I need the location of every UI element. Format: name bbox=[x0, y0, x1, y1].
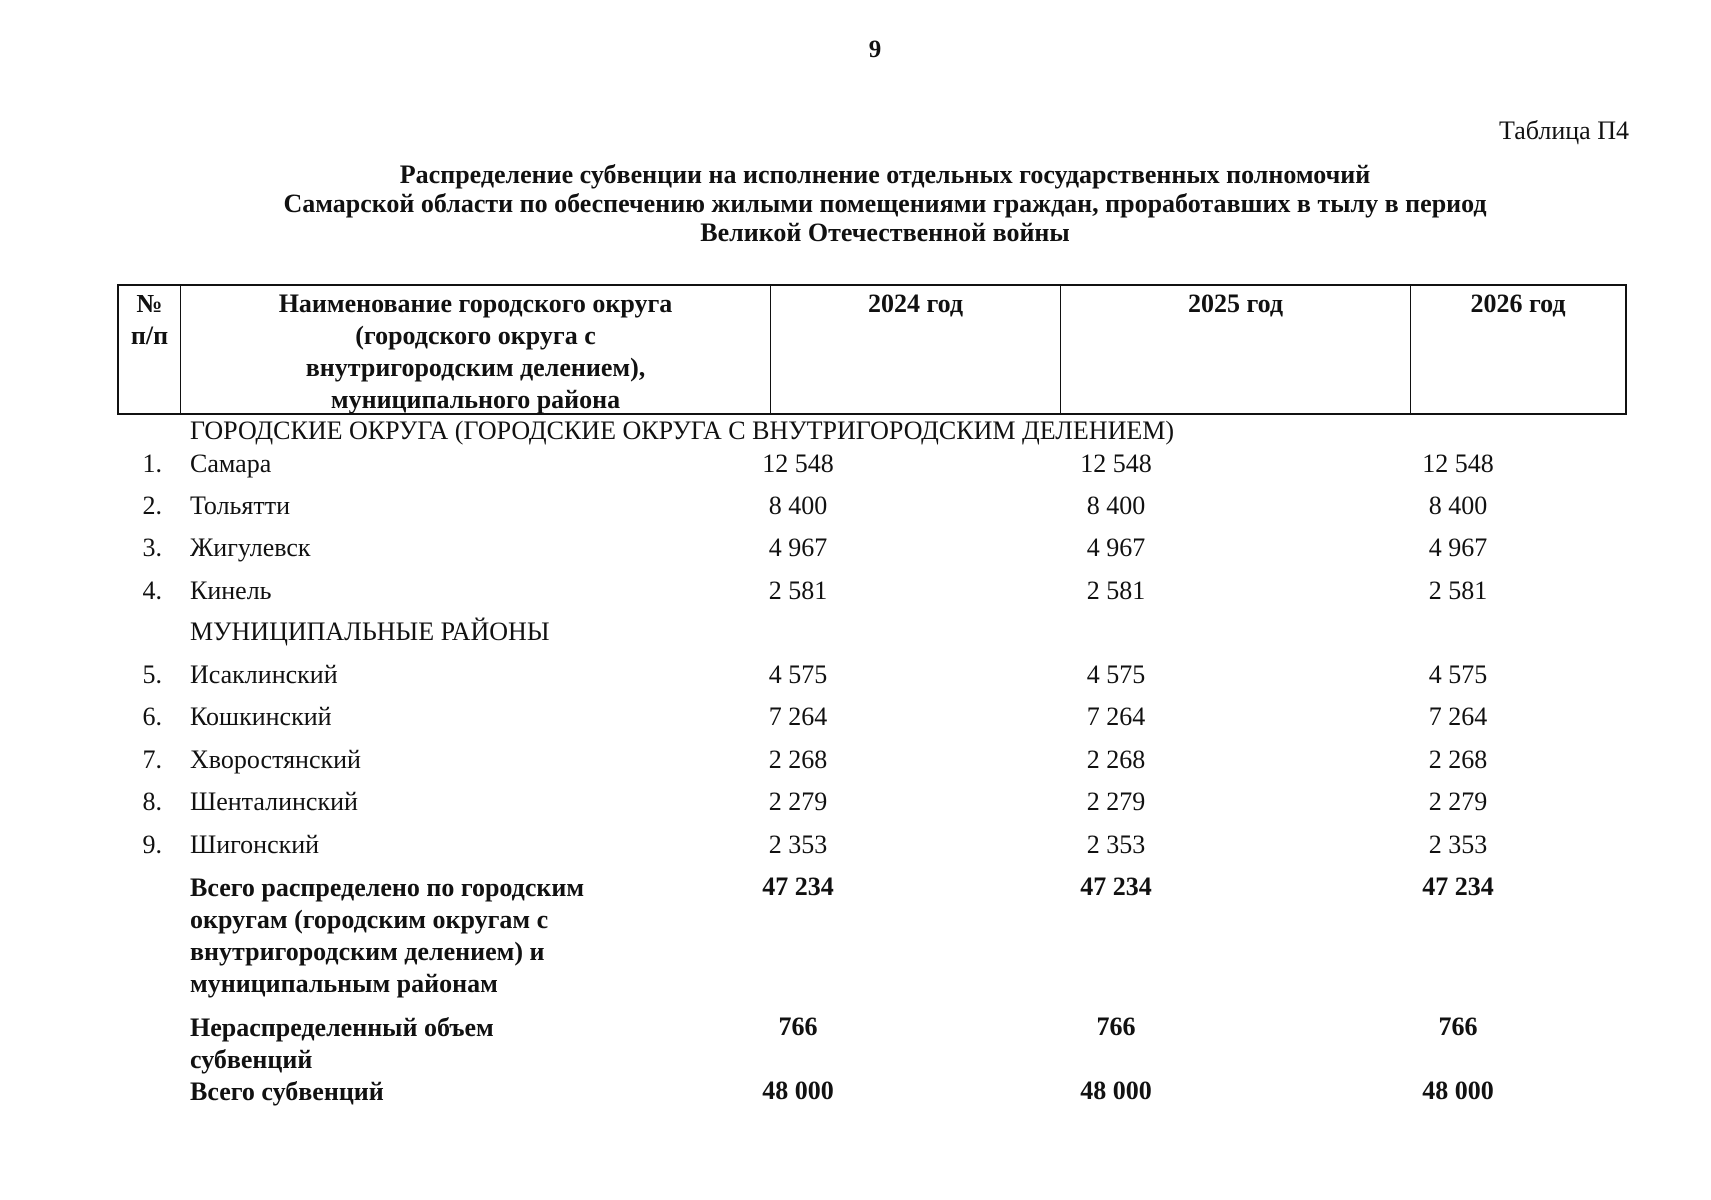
table-row bbox=[0, 745, 1711, 785]
page-number: 9 bbox=[868, 36, 882, 63]
row-number: 5. bbox=[142, 660, 162, 689]
row-value-2026: 2 581 bbox=[1428, 576, 1488, 605]
row-value-2025: 2 268 bbox=[1086, 745, 1146, 774]
row-value-2024: 2 353 bbox=[768, 830, 828, 859]
row-value-2025: 12 548 bbox=[1080, 449, 1152, 478]
row-value-2024: 2 268 bbox=[768, 745, 828, 774]
table-row bbox=[0, 702, 1711, 742]
total-label-line: Всего субвенций bbox=[190, 1077, 384, 1106]
row-value-2025: 2 581 bbox=[1086, 576, 1146, 605]
total-label-line: округам (городским округам с bbox=[190, 905, 549, 934]
header-name-line: муниципального района bbox=[330, 385, 621, 414]
row-name: Шигонский bbox=[190, 830, 320, 859]
row-value-2025: 2 353 bbox=[1086, 830, 1146, 859]
total-value-2025: 47 234 bbox=[1080, 872, 1152, 901]
row-value-2024: 8 400 bbox=[768, 491, 828, 520]
header-cell-2025 bbox=[1061, 286, 1411, 413]
row-value-2024: 7 264 bbox=[768, 702, 828, 731]
total-label-line: внутригородским делением) и bbox=[190, 937, 545, 966]
header-cell-2026 bbox=[1411, 286, 1625, 413]
total-value-2026: 766 bbox=[1438, 1012, 1478, 1041]
title-line: Распределение субвенции на исполнение отдельных государственных полномочий bbox=[399, 160, 1371, 189]
row-value-2026: 2 353 bbox=[1428, 830, 1488, 859]
row-name: Самара bbox=[190, 449, 272, 478]
row-value-2025: 4 575 bbox=[1086, 660, 1146, 689]
row-value-2024: 4 575 bbox=[768, 660, 828, 689]
row-number: 1. bbox=[142, 449, 162, 478]
row-value-2026: 4 967 bbox=[1428, 533, 1488, 562]
table-label: Таблица П4 bbox=[1499, 116, 1629, 145]
header-name-line: внутригородским делением), bbox=[305, 353, 646, 382]
table-row bbox=[0, 830, 1711, 870]
header-year: 2026 год bbox=[1470, 289, 1566, 318]
row-name: Хворостянский bbox=[190, 745, 361, 774]
row-name: Исаклинский bbox=[190, 660, 338, 689]
row-value-2026: 8 400 bbox=[1428, 491, 1488, 520]
table-row bbox=[0, 787, 1711, 827]
header-cell-name bbox=[181, 286, 771, 413]
row-value-2025: 4 967 bbox=[1086, 533, 1146, 562]
total-label bbox=[190, 1012, 660, 1076]
header-name-line: Наименование городского округа bbox=[278, 289, 673, 318]
section-heading-districts: МУНИЦИПАЛЬНЫЕ РАЙОНЫ bbox=[190, 617, 550, 646]
total-value-2026: 48 000 bbox=[1422, 1076, 1494, 1105]
total-value-2025: 48 000 bbox=[1080, 1076, 1152, 1105]
header-cell-number bbox=[119, 286, 181, 413]
header-name-line: (городского округа с bbox=[355, 321, 596, 350]
row-name: Кошкинский bbox=[190, 702, 332, 731]
table-row bbox=[0, 533, 1711, 573]
header-cell-2024 bbox=[771, 286, 1061, 413]
row-number: 7. bbox=[142, 745, 162, 774]
row-value-2026: 2 279 bbox=[1428, 787, 1488, 816]
row-name: Жигулевск bbox=[190, 533, 311, 562]
table-row bbox=[0, 449, 1711, 489]
header-year: 2024 год bbox=[867, 289, 964, 318]
row-value-2024: 4 967 bbox=[768, 533, 828, 562]
table-row bbox=[0, 576, 1711, 616]
row-value-2025: 8 400 bbox=[1086, 491, 1146, 520]
total-label-line: Всего распределено по городским bbox=[190, 873, 585, 902]
table-header bbox=[117, 284, 1627, 415]
total-label-line: субвенций bbox=[190, 1045, 313, 1074]
title-line: Самарской области по обеспечению жилыми помещениями граждан, проработавших в тылу в период bbox=[283, 189, 1487, 218]
total-value-2025: 766 bbox=[1096, 1012, 1136, 1041]
row-number: 3. bbox=[142, 533, 162, 562]
row-value-2026: 2 268 bbox=[1428, 745, 1488, 774]
row-value-2026: 4 575 bbox=[1428, 660, 1488, 689]
title-line: Великой Отечественной войны bbox=[700, 218, 1070, 247]
row-number: 8. bbox=[142, 787, 162, 816]
row-name: Кинель bbox=[190, 576, 272, 605]
table-row bbox=[0, 660, 1711, 700]
row-name: Шенталинский bbox=[190, 787, 358, 816]
row-number: 9. bbox=[142, 830, 162, 859]
row-value-2026: 7 264 bbox=[1428, 702, 1488, 731]
row-number: 2. bbox=[142, 491, 162, 520]
row-value-2024: 12 548 bbox=[762, 449, 834, 478]
table-row bbox=[0, 491, 1711, 531]
row-value-2024: 2 279 bbox=[768, 787, 828, 816]
row-number: 6. bbox=[142, 702, 162, 731]
header-year: 2025 год bbox=[1187, 289, 1284, 318]
row-value-2025: 2 279 bbox=[1086, 787, 1146, 816]
row-value-2025: 7 264 bbox=[1086, 702, 1146, 731]
row-value-2024: 2 581 bbox=[768, 576, 828, 605]
row-value-2026: 12 548 bbox=[1422, 449, 1494, 478]
row-name: Тольятти bbox=[190, 491, 291, 520]
header-number-line: № bbox=[136, 289, 163, 318]
total-label bbox=[190, 872, 660, 1000]
document-title bbox=[160, 160, 1610, 247]
total-value-2024: 47 234 bbox=[762, 872, 834, 901]
total-label-line: Нераспределенный объем bbox=[190, 1013, 494, 1042]
total-label-line: муниципальным районам bbox=[190, 969, 498, 998]
section-heading-urban: ГОРОДСКИЕ ОКРУГА (ГОРОДСКИЕ ОКРУГА С ВНУТРИГОРОДСКИМ ДЕЛЕНИЕМ) bbox=[190, 416, 1175, 445]
row-number: 4. bbox=[142, 576, 162, 605]
total-label bbox=[190, 1076, 660, 1108]
total-value-2024: 766 bbox=[778, 1012, 818, 1041]
header-number-line: п/п bbox=[130, 321, 169, 350]
total-value-2026: 47 234 bbox=[1422, 872, 1494, 901]
total-value-2024: 48 000 bbox=[762, 1076, 834, 1105]
